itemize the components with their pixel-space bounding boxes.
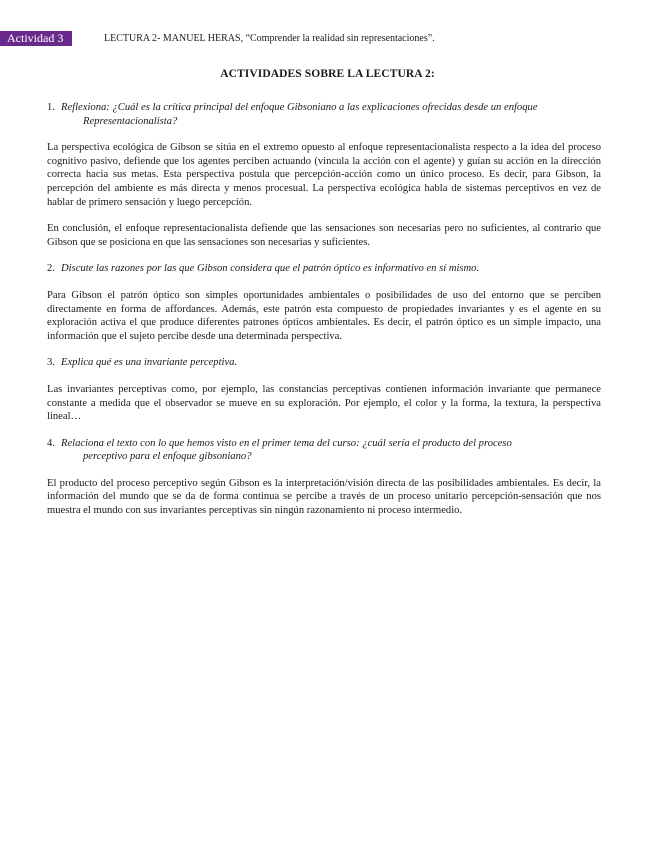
answer-paragraph: El producto del proceso perceptivo según Gibson es la interpretación/visión directa de las posibilidades ambientales. Es decir, la información del mundo que se da de forma continua se percibe a través de un proceso unitario percepción-sensación que nos muestra el mundo con sus invariantes perceptivas sin ningún razonamiento ni proceso intermedio.	[47, 477, 601, 517]
question-2	[47, 262, 601, 276]
question-number: 2.	[47, 263, 55, 275]
document-title: ACTIVIDADES SOBRE LA LECTURA 2:	[220, 68, 435, 80]
question-number: 4.	[47, 437, 55, 449]
answer-paragraph: Para Gibson el patrón óptico son simples oportunidades ambientales o posibilidades de uso del entorno que se perciben directamente en forma de affordances. Además, este patrón esta compuesto de propiedades invariantes y es el agente en su exploración activa el que produce diferentes patrones ópticos ambientales. Es decir, el patrón óptico es un simple impacto, una información que el sujeto percibe desde una determinada perspectiva.	[47, 289, 601, 342]
question-text: Explica qué es una invariante perceptiva.	[61, 357, 238, 369]
question-1	[47, 101, 601, 128]
header-title: LECTURA 2- MANUEL HERAS, “Comprender la realidad sin representaciones”.	[104, 33, 435, 44]
question-text: Discute las razones por las que Gibson considera que el patrón óptico es informativo en sí mismo.	[61, 263, 480, 275]
question-4	[47, 437, 601, 464]
answer-paragraph: Las invariantes perceptivas como, por ejemplo, las constancias perceptivas contienen información invariante que permanece constante a medida que el observador se mueve en su exploración. Por ejemplo, el color y la forma, la textura, la perspectiva lineal…	[47, 383, 601, 423]
question-text: Reflexiona: ¿Cuál es la crítica principal del enfoque Gibsoniano a las explicaciones ofrecidas desde un enfoque	[61, 102, 538, 113]
document-body	[47, 101, 601, 531]
question-text-continued: Representacionalista?	[83, 115, 178, 127]
question-number: 1.	[47, 102, 55, 113]
answer-paragraph: En conclusión, el enfoque representacionalista defiende que las sensaciones son necesarias pero no suficientes, al contrario que Gibson que se posiciona en que las sensaciones son necesarias y suficientes.	[47, 223, 601, 248]
question-number: 3.	[47, 357, 55, 369]
question-text-continued: perceptivo para el enfoque gibsoniano?	[83, 451, 252, 463]
answer-paragraph: La perspectiva ecológica de Gibson se sitúa en el extremo opuesto al enfoque representacionalista respecto a la idea del proceso cognitivo pasivo, defiende que los agentes perciben actuando (vincula la acción con el agente) y guían su acción en la dirección correcta hacia sus metas. Esta perspectiva postula que percepción-acción como un único proceso. Es decir, para Gibson, la percepción del ambiente es más directa y menos procesual. La perspectiva ecológica habla de sistemas perceptivos en vez de hablar de primero sensación y luego percepción.	[47, 142, 601, 208]
activity-badge: Actividad 3	[0, 31, 72, 46]
question-3	[47, 356, 601, 370]
question-text: Relaciona el texto con lo que hemos visto en el primer tema del curso: ¿cuál sería el producto del proceso	[61, 437, 512, 449]
